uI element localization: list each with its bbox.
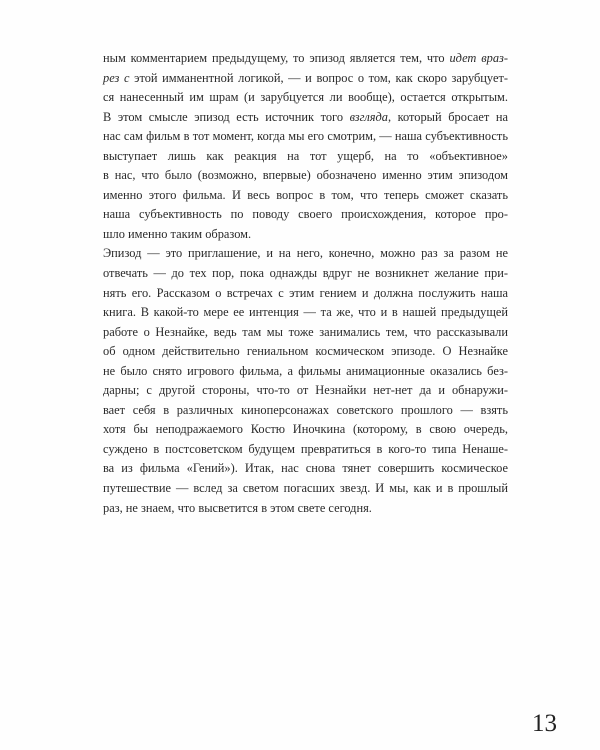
text-run: об одном действительно гениальном космическом эпизоде. О Незнайке [103, 344, 508, 359]
text-run: в нас, что было (возможно, впервые) обозначено именно этим эпизодом [103, 168, 508, 183]
text-line [103, 479, 508, 499]
text-line [103, 381, 508, 401]
text-line [103, 264, 508, 284]
text-run: нять его. Рассказом о встречах с этим гением и должна послужить наша [103, 285, 508, 300]
text-line [103, 225, 508, 245]
text-run: именно этого фильма. И весь вопрос в том, что теперь сможет сказать [103, 187, 508, 202]
text-line [103, 49, 508, 69]
italic-text: идет враз- [449, 51, 508, 65]
page-number: 13 [532, 710, 557, 737]
text-run: ным комментарием предыдущему, то эпизод является тем, что [103, 51, 450, 65]
text-line [103, 186, 508, 206]
text-line [103, 244, 508, 264]
italic-text: взгляда [349, 109, 388, 124]
text-run: работе о Незнайке, ведь там мы тоже занимались тем, что рассказывали [103, 324, 508, 339]
text-line [103, 69, 508, 89]
text-line [103, 342, 508, 362]
text-line [103, 459, 508, 479]
text-run: дарны; с другой стороны, что-то от Незнайки нет-нет да и обнаружи- [103, 383, 508, 398]
text-run: путешествие — вслед за светом погасших звезд. И мы, как и в прошлый [103, 481, 508, 496]
italic-text: рез с [103, 70, 130, 85]
text-run: Эпизод — это приглашение, и на него, конечно, можно раз за разом не [103, 246, 508, 261]
text-line [103, 147, 508, 167]
text-run: раз, не знаем, что высветится в этом свете сегодня. [103, 500, 372, 515]
text-line [103, 420, 508, 440]
text-run: выступает лишь как реакция на тот ущерб, на то «объективное» [103, 148, 508, 163]
text-line [103, 127, 508, 147]
text-run: вает себя в различных киноперсонажах советского прошлого — взять [103, 402, 508, 417]
text-run: наша субъективность по поводу своего происхождения, которое про- [103, 207, 508, 222]
text-run: книга. В какой-то мере ее интенция — та же, что и в нашей предыдущей [103, 305, 508, 320]
text-line [103, 284, 508, 304]
text-line [103, 205, 508, 225]
text-run: ся нанесенный им шрам (и зарубцуется ли вообще), остается открытым. [103, 90, 508, 105]
text-line [103, 440, 508, 460]
text-run: отвечать — до тех пор, пока однажды вдруг не возникнет желание при- [103, 266, 508, 281]
text-line [103, 499, 508, 519]
text-line [103, 108, 508, 128]
text-line [103, 323, 508, 343]
text-run: В этом смысле эпизод есть источник того [103, 109, 350, 124]
text-run: этой имманентной логикой, — и вопрос о том, как скоро зарубцует- [129, 70, 509, 85]
text-run: хотя бы неподражаемого Костю Иночкина (которому, в свою очередь, [103, 422, 508, 437]
text-run: , который бросает на [387, 109, 508, 124]
text-run: ва из фильма «Гений»). Итак, нас снова тянет совершить космическое [103, 461, 508, 476]
text-run: нас сам фильм в тот момент, когда мы его смотрим, — наша субъективность [103, 129, 508, 144]
text-line [103, 401, 508, 421]
body-text [103, 49, 508, 518]
text-line [103, 303, 508, 323]
text-line [103, 362, 508, 382]
text-run: не было снято игрового фильма, а фильмы анимационные оказались без- [103, 363, 508, 378]
text-run: суждено в постсоветском будущем превратиться в кого-то типа Ненаше- [103, 441, 508, 456]
text-line [103, 88, 508, 108]
text-run: шло именно таким образом. [103, 226, 252, 241]
text-line [103, 166, 508, 186]
